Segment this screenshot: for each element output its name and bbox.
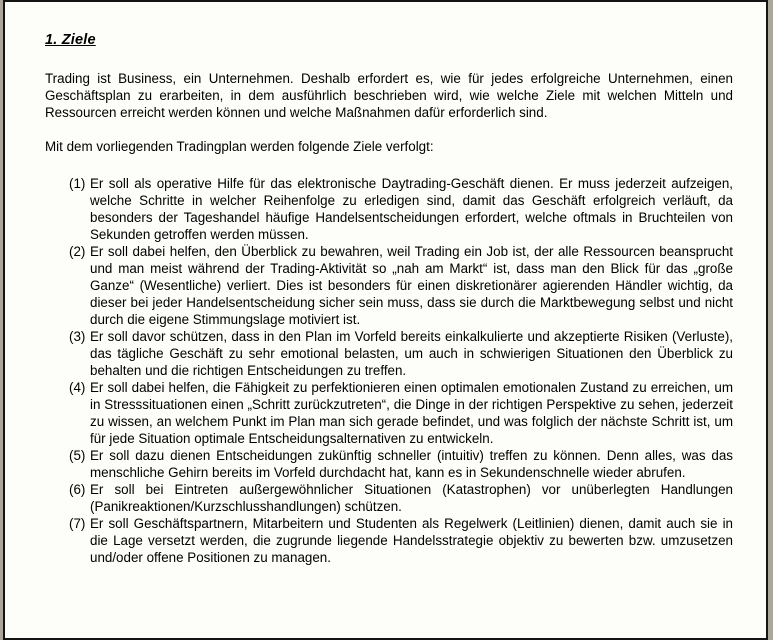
goal-number: (1) <box>69 176 86 191</box>
page-content <box>5 2 766 566</box>
goal-number: (7) <box>69 516 86 531</box>
goal-list-item <box>69 243 733 328</box>
section-heading: 1. Ziele <box>45 32 96 48</box>
goal-list-item <box>69 379 733 447</box>
goal-text: Er soll bei Eintreten außergewöhnlicher Situationen (Katastrophen) vor unüberlegten Handlungen (Panikreaktionen/Kurzschlusshandlungen) schützen. <box>90 482 733 514</box>
goal-text: Er soll davor schützen, dass in den Plan im Vorfeld bereits einkalkulierte und akzeptierte Risiken (Verluste), das tägliche Geschäft zu sehr emotional belasten, um auch in schwierigen Situationen den Überblick zu behalten und die richtigen Entscheidungen zu treffen. <box>90 329 733 378</box>
goal-list-item <box>69 515 733 566</box>
goal-number: (5) <box>69 448 86 463</box>
document-page <box>3 0 768 640</box>
goal-text: Er soll dabei helfen, die Fähigkeit zu perfektionieren einen optimalen emotionalen Zustand zu erreichen, um in Stresssituationen einen „Schritt zurückzutreten“, die Dinge in der richtigen Perspektive zu sehen, jederzeit zu wissen, an welchem Punkt im Plan man sich gerade befindet, und was folglich der nächste Schritt ist, um für jede Situation optimale Entscheidungsalternativen zu entwickeln. <box>90 380 733 446</box>
goal-list-item <box>69 328 733 379</box>
goal-number: (6) <box>69 482 86 497</box>
goal-text: Er soll Geschäftspartnern, Mitarbeitern und Studenten als Regelwerk (Leitlinien) dienen, damit auch sie in die Lage versetzt werden, die zugrunde liegende Handelsstrategie objektiv zu bewerten bzw. umzusetzen und/oder offene Positionen zu managen. <box>90 516 733 565</box>
goal-number: (4) <box>69 380 86 395</box>
goal-list-item <box>69 175 733 243</box>
intro-paragraph: Trading ist Business, ein Unternehmen. Deshalb erfordert es, wie für jedes erfolgreiche Unternehmen, einen Geschäftsplan zu erarbeiten, in dem ausführlich beschrieben wird, wie welche Ziele mit welchen Mitteln und Ressourcen erreicht werden können und welche Maßnahmen dafür erforderlich sind. <box>45 71 733 120</box>
goals-list <box>69 175 733 566</box>
goal-list-item <box>69 481 733 515</box>
goal-text: Er soll dabei helfen, den Überblick zu bewahren, weil Trading ein Job ist, der alle Ressourcen beansprucht und man meist während der Trading-Aktivität so „nah am Markt“ ist, dass man den Blick für das „große Ganze“ (Wesentliche) verliert. Dies ist besonders für einen diskretionärer agierenden Händler wichtig, da dieser bei jeder Handelsentscheidung sicher sein muss, dass sie durch die Marktbewegung selbst und nicht durch die eigene Stimmungslage motiviert ist. <box>90 244 733 327</box>
goal-text: Er soll als operative Hilfe für das elektronische Daytrading-Geschäft dienen. Er muss jederzeit aufzeigen, welche Schritte in welcher Reihenfolge zu erledigen sind, damit das Geschäft erfolgreich verläuft, da besonders der Tageshandel häufige Handelsentscheidungen erfordert, welche oftmals in Bruchteilen von Sekunden getroffen werden müssen. <box>90 176 733 242</box>
goal-number: (3) <box>69 329 86 344</box>
goal-text: Er soll dazu dienen Entscheidungen zukünftig schneller (intuitiv) treffen zu können. Denn alles, was das menschliche Gehirn bereits im Vorfeld durchdacht hat, kann es in Sekundenschnelle wieder abrufen. <box>90 448 733 480</box>
list-intro-paragraph: Mit dem vorliegenden Tradingplan werden folgende Ziele verfolgt: <box>45 139 434 154</box>
goal-number: (2) <box>69 244 86 259</box>
goal-list-item <box>69 447 733 481</box>
